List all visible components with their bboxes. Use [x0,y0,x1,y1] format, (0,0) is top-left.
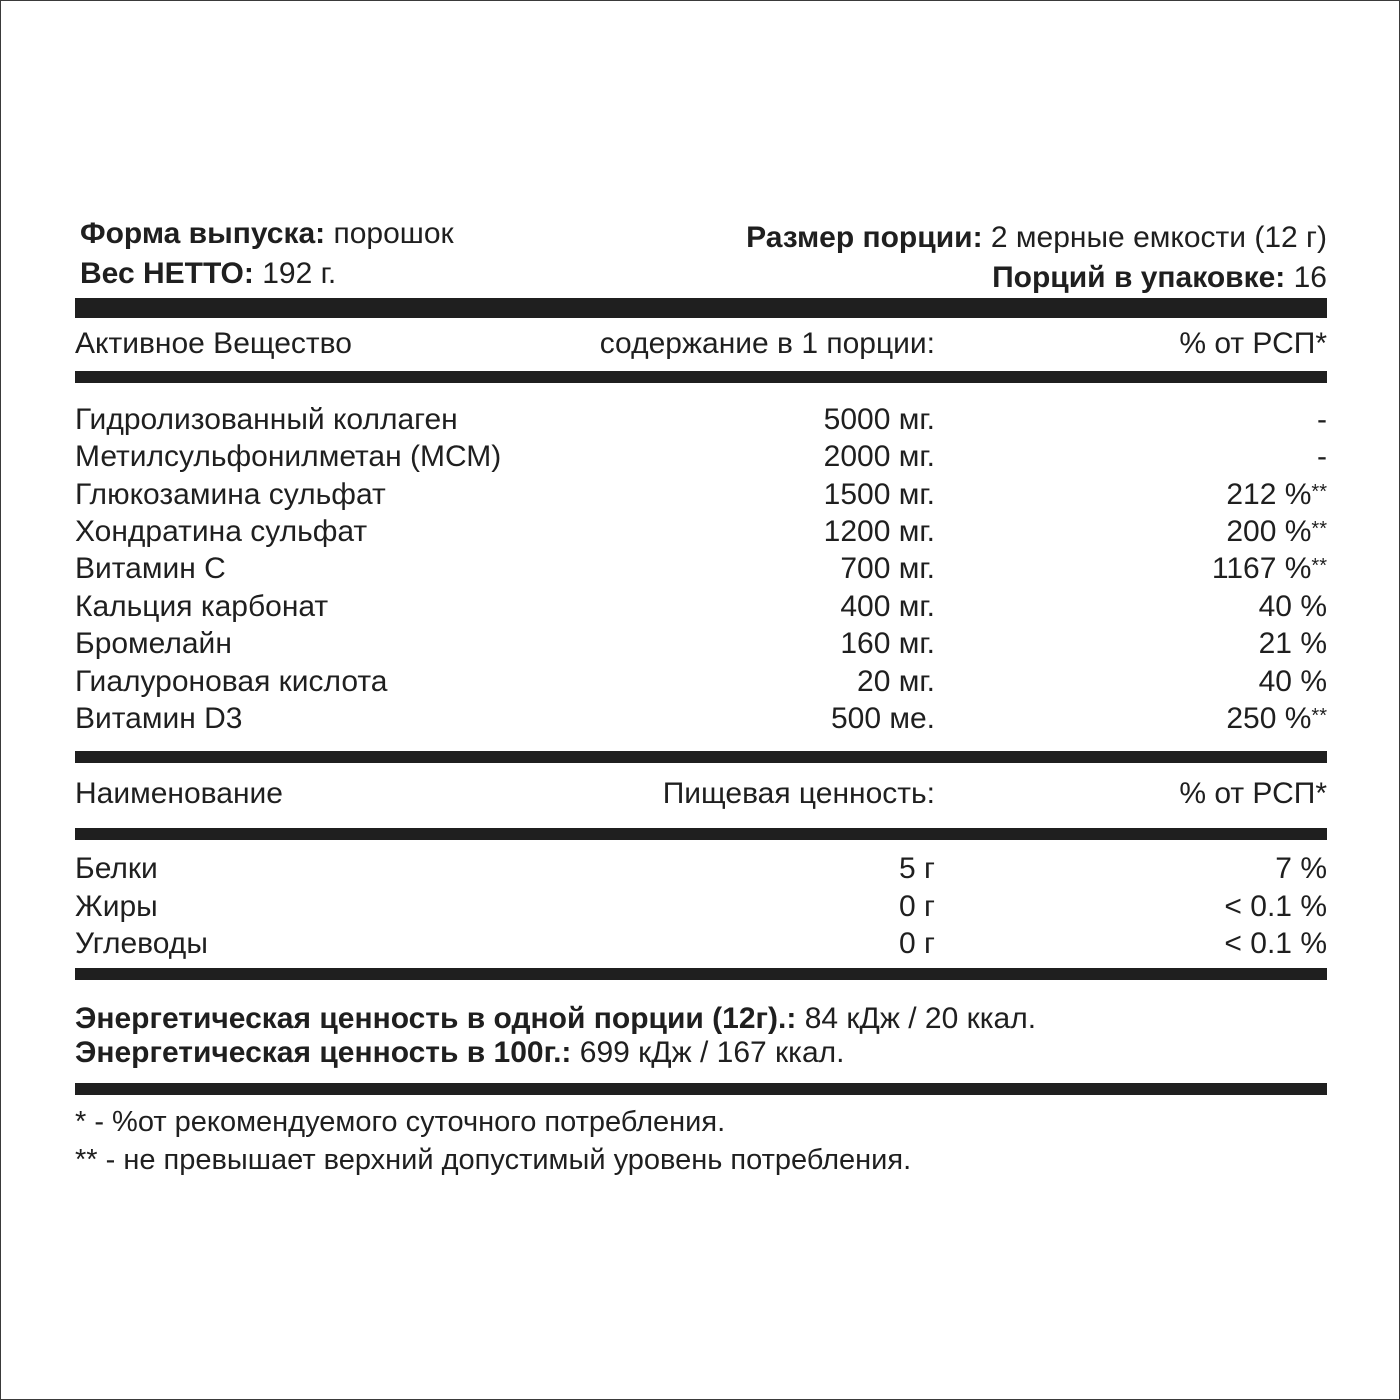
table-row [75,550,1327,587]
table-row [75,588,1327,625]
ingredient-amount: 1500 мг. [823,478,935,511]
nutrient-rsp: < 0.1 % [1224,927,1327,960]
divider [75,1083,1327,1095]
ingredient-amount: 500 ме. [830,702,935,735]
divider-thick [75,298,1327,318]
ingredient-name: Витамин D3 [75,702,243,735]
table-row [75,476,1327,513]
ingredient-rsp: 21 % [1258,627,1327,660]
ingredient-name: Бромелайн [75,627,232,660]
divider [75,968,1327,980]
table-row [75,438,1327,475]
net-weight-label: Вес НЕТТО: [80,257,254,290]
header-content-per-portion: содержание в 1 порции: [599,327,935,360]
header-name: Наименование [75,777,283,810]
ingredient-rsp: - [1317,440,1327,473]
ingredient-amount: 5000 мг. [823,403,935,436]
table-row [75,513,1327,550]
ingredient-name: Метилсульфонилметан (МСМ) [75,440,502,473]
release-form [80,216,454,252]
table-row [75,700,1327,737]
ingredient-amount: 160 мг. [840,627,935,660]
release-form-label: Форма выпуска: [80,217,326,250]
ingredient-name: Кальция карбонат [75,590,329,623]
header-nutrition-value: Пищевая ценность: [662,777,935,810]
ingredient-amount: 1200 мг. [823,515,935,548]
ingredient-name: Витамин С [75,552,226,585]
energy-per-portion-value: 84 кДж / 20 ккал. [796,1002,1037,1035]
divider [75,828,1327,840]
ingredient-rsp: 200 %** [1226,515,1327,548]
nutrient-name: Жиры [75,890,158,923]
ingredient-rsp: - [1317,403,1327,436]
nutrient-rsp: < 0.1 % [1224,890,1327,923]
ingredient-amount: 700 мг. [840,552,935,585]
table-row [75,625,1327,662]
nutrient-amount: 0 г [899,890,935,923]
nutrition-table-header [75,776,1327,812]
header-active-substance: Активное Вещество [75,327,352,360]
footnote-rsp: * - %от рекомендуемого суточного потребления. [75,1106,726,1138]
divider [75,751,1327,763]
energy-per-portion [75,1002,1036,1036]
ingredient-amount: 2000 мг. [823,440,935,473]
ingredient-name: Глюкозамина сульфат [75,478,386,511]
header-rsp-percent: % от РСП* [1179,777,1327,810]
net-weight [80,256,336,292]
ingredient-name: Гиалуроновая кислота [75,665,388,698]
divider [75,371,1327,383]
portion-size [746,220,1327,256]
table-row [75,663,1327,700]
energy-per-100g [75,1036,844,1070]
table-row [75,850,1327,887]
nutrient-amount: 0 г [899,927,935,960]
ingredient-rsp: 40 % [1258,590,1327,623]
portion-size-label: Размер порции: [746,221,983,254]
table-row [75,925,1327,962]
ingredient-amount: 20 мг. [857,665,935,698]
header-rsp-percent: % от РСП* [1179,327,1327,360]
ingredient-rsp: 40 % [1258,665,1327,698]
ingredient-rsp: 250 %** [1226,702,1327,735]
energy-per-100g-value: 699 кДж / 167 ккал. [571,1036,845,1069]
ingredient-name: Хондратина сульфат [75,515,368,548]
table-row [75,888,1327,925]
release-form-value: порошок [325,217,454,250]
portions-per-pack-value: 16 [1285,261,1327,294]
ingredient-name: Гидролизованный коллаген [75,403,458,436]
table-row [75,401,1327,438]
portions-per-pack-label: Порций в упаковке: [992,261,1286,294]
ingredient-amount: 400 мг. [840,590,935,623]
active-table-header [75,326,1327,362]
energy-per-100g-label: Энергетическая ценность в 100г.: [75,1036,572,1069]
nutrient-name: Углеводы [75,927,208,960]
footnote-upper-limit: ** - не превышает верхний допустимый уровень потребления. [75,1144,912,1176]
portion-size-value: 2 мерные емкости (12 г) [982,221,1327,254]
nutrient-amount: 5 г [899,852,935,885]
portions-per-pack [992,260,1327,296]
ingredient-rsp: 1167 %** [1211,552,1327,585]
ingredient-rsp: 212 %** [1226,478,1327,511]
nutrient-name: Белки [75,852,158,885]
energy-per-portion-label: Энергетическая ценность в одной порции (12г).: [75,1002,797,1035]
nutrient-rsp: 7 % [1275,852,1327,885]
net-weight-value: 192 г. [253,257,337,290]
